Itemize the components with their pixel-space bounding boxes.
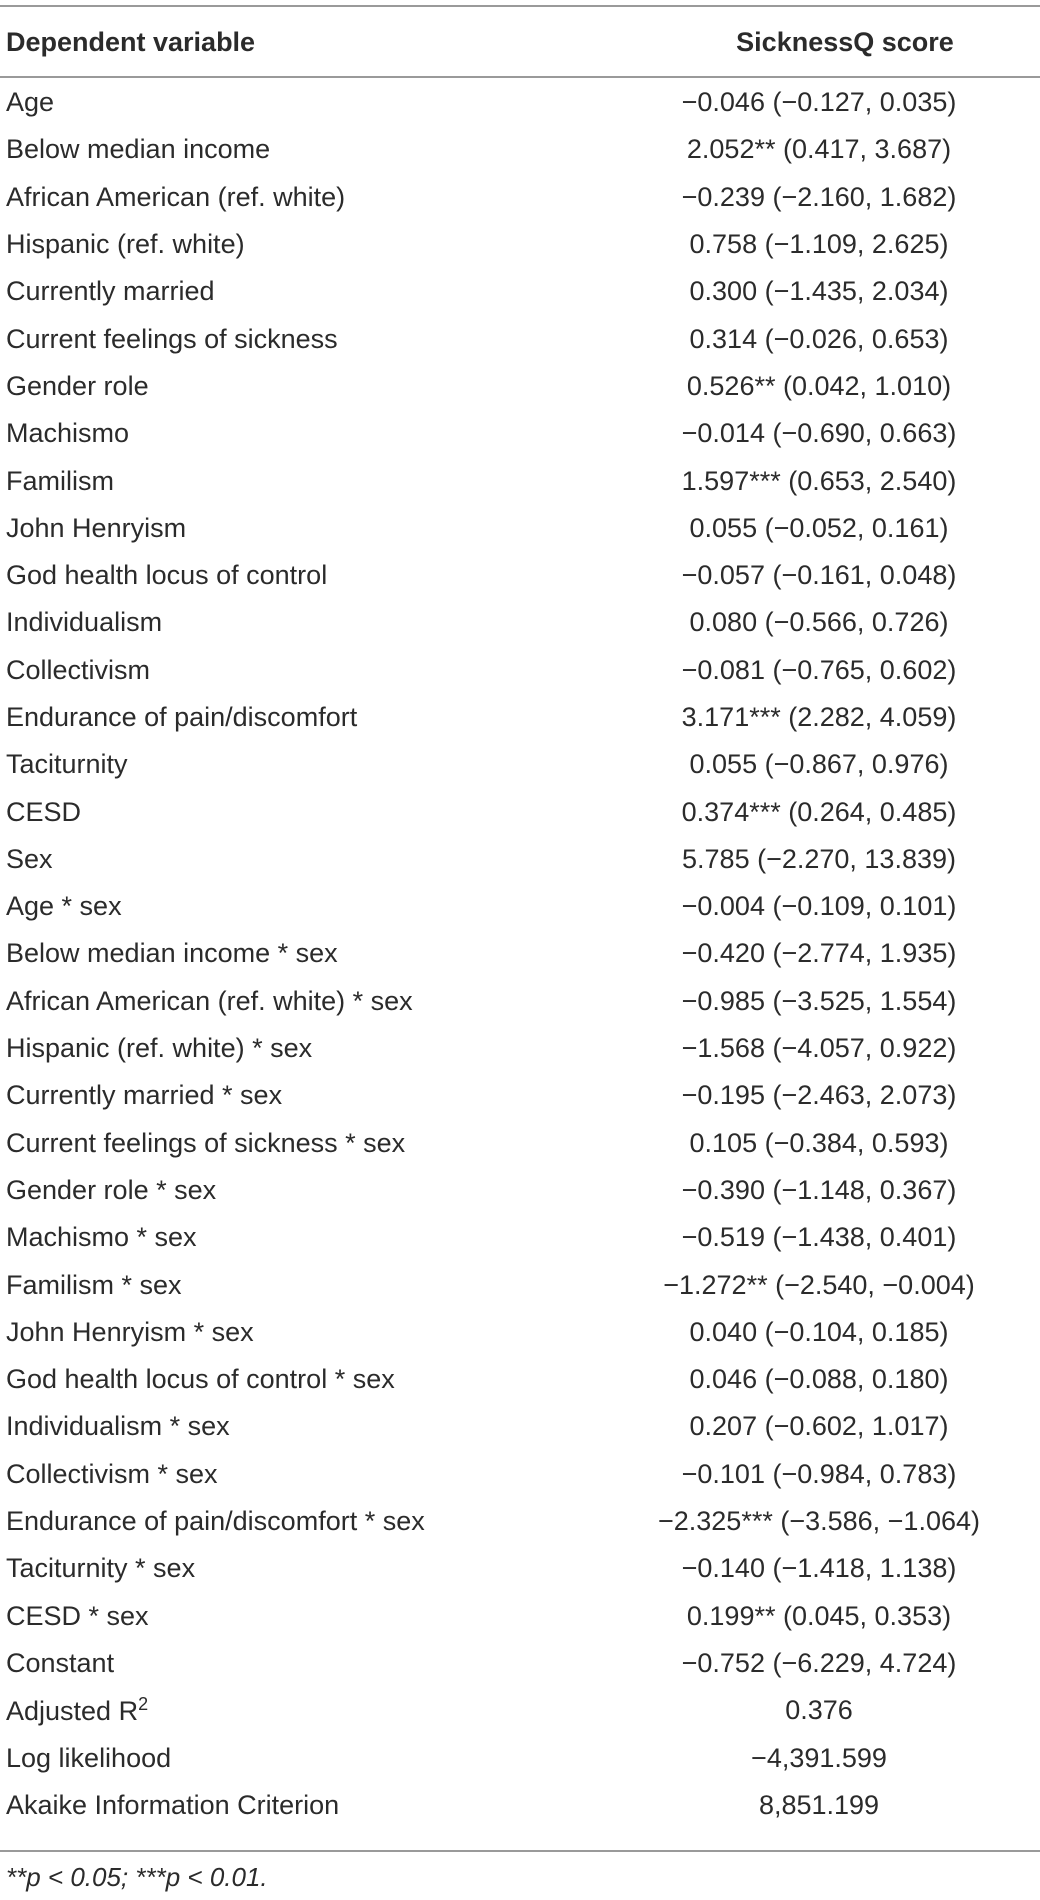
table-row <box>0 930 1040 977</box>
table-row <box>0 836 1040 883</box>
table-row <box>0 1309 1040 1356</box>
row-value: 8,851.199 <box>758 1789 880 1820</box>
row-value: −0.014 (−0.690, 0.663) <box>681 418 957 449</box>
row-value: 2.052** (0.417, 3.687) <box>686 134 952 165</box>
row-label: God health locus of control * sex <box>6 1364 395 1395</box>
row-label: Constant <box>6 1647 115 1678</box>
header-sicknessq-score: SicknessQ score <box>736 26 954 57</box>
table-row <box>0 647 1040 694</box>
table-row <box>0 1214 1040 1261</box>
row-label: Endurance of pain/discomfort <box>6 702 358 732</box>
bottom-rule <box>0 1850 1040 1852</box>
table-row <box>0 1025 1040 1072</box>
row-value: 0.080 (−0.566, 0.726) <box>689 607 949 638</box>
table-row <box>0 788 1040 835</box>
row-label: John Henryism <box>6 512 187 543</box>
table-row-adjusted-r2 <box>0 1687 1040 1734</box>
footnote: **p < 0.05; ***p < 0.01. <box>6 1862 268 1892</box>
row-value: 1.597*** (0.653, 2.540) <box>681 465 957 496</box>
table-row <box>0 174 1040 221</box>
row-value: 0.046 (−0.088, 0.180) <box>689 1364 949 1395</box>
row-label: Taciturnity <box>6 749 128 780</box>
row-label: Hispanic (ref. white) * sex <box>6 1033 313 1064</box>
table-row <box>0 126 1040 173</box>
row-value: −0.985 (−3.525, 1.554) <box>681 985 957 1016</box>
row-label: Age * sex <box>6 891 122 922</box>
row-label: Taciturnity * sex <box>6 1553 196 1584</box>
row-label: God health locus of control <box>6 560 328 591</box>
table-row <box>0 1261 1040 1308</box>
table-row <box>0 1403 1040 1450</box>
row-label: CESD <box>6 796 82 827</box>
table-body <box>0 79 1040 1829</box>
row-label: Below median income * sex <box>6 938 338 969</box>
row-value: −0.101 (−0.984, 0.783) <box>681 1458 957 1489</box>
row-value: −0.420 (−2.774, 1.935) <box>681 938 957 969</box>
row-value: 0.207 (−0.602, 1.017) <box>689 1411 949 1442</box>
row-label: Current feelings of sickness <box>6 323 338 354</box>
table-row <box>0 599 1040 646</box>
row-label: Familism <box>6 465 114 496</box>
table-row <box>0 315 1040 362</box>
row-label: Currently married * sex <box>6 1080 283 1111</box>
row-label: Machismo * sex <box>6 1222 197 1253</box>
table-row <box>0 457 1040 504</box>
row-value: 0.199** (0.045, 0.353) <box>686 1600 952 1631</box>
table-row <box>0 552 1040 599</box>
table-row <box>0 505 1040 552</box>
row-value: −1.272** (−2.540, −0.004) <box>663 1269 975 1300</box>
table-row <box>0 1356 1040 1403</box>
table-row <box>0 1545 1040 1592</box>
row-label: Machismo <box>6 418 130 449</box>
table-row-aic <box>0 1782 1040 1829</box>
row-label: Currently married <box>6 276 215 307</box>
row-value: 3.171*** (2.282, 4.059) <box>681 702 957 732</box>
row-label: Sex <box>6 843 53 874</box>
row-label: CESD * sex <box>6 1600 149 1631</box>
row-label: Collectivism <box>6 654 151 685</box>
row-label: Endurance of pain/discomfort * sex <box>6 1506 425 1537</box>
row-value: −0.057 (−0.161, 0.048) <box>681 560 957 591</box>
row-value: −0.004 (−0.109, 0.101) <box>681 891 957 922</box>
table-header <box>0 8 1040 76</box>
row-value: 0.105 (−0.384, 0.593) <box>689 1127 949 1158</box>
row-label: Individualism <box>6 607 163 638</box>
row-label: Collectivism * sex <box>6 1458 218 1489</box>
table-row <box>0 978 1040 1025</box>
table-row-log-likelihood <box>0 1734 1040 1781</box>
top-rule <box>0 5 1040 7</box>
row-label: Adjusted $R^2$ <box>6 1694 149 1727</box>
table-row <box>0 79 1040 126</box>
row-value: 0.055 (−0.867, 0.976) <box>689 749 949 780</box>
row-value: 0.526** (0.042, 1.010) <box>686 370 952 401</box>
row-value: 0.040 (−0.104, 0.185) <box>689 1316 949 1347</box>
row-label: Gender role * sex <box>6 1174 217 1205</box>
table-row <box>0 1167 1040 1214</box>
row-value: 0.055 (−0.052, 0.161) <box>689 512 949 543</box>
row-value: −0.195 (−2.463, 2.073) <box>681 1080 957 1111</box>
row-label: Akaike Information Criterion <box>6 1789 340 1820</box>
row-value: −0.239 (−2.160, 1.682) <box>681 181 957 212</box>
table-row <box>0 1451 1040 1498</box>
row-value: −2.325*** (−3.586, −1.064) <box>657 1506 980 1537</box>
row-label: Age <box>6 87 55 118</box>
row-label: Current feelings of sickness * sex <box>6 1127 406 1158</box>
row-value: −0.140 (−1.418, 1.138) <box>681 1553 957 1584</box>
row-value: 0.314 (−0.026, 0.653) <box>689 323 949 354</box>
table-row <box>0 1593 1040 1640</box>
row-label: Below median income <box>6 134 271 165</box>
table-row <box>0 268 1040 315</box>
row-label: Gender role <box>6 370 149 401</box>
row-value: −0.519 (−1.438, 0.401) <box>681 1222 957 1253</box>
table-row <box>0 883 1040 930</box>
table-row <box>0 694 1040 741</box>
row-value: 5.785 (−2.270, 13.839) <box>682 843 956 874</box>
table-row <box>0 363 1040 410</box>
table-row <box>0 1640 1040 1687</box>
row-value: −0.390 (−1.148, 0.367) <box>681 1174 957 1205</box>
table-row <box>0 221 1040 268</box>
table-row <box>0 1498 1040 1545</box>
table-row <box>0 1120 1040 1167</box>
header-rule <box>0 76 1040 78</box>
table-row <box>0 741 1040 788</box>
row-value: 0.300 (−1.435, 2.034) <box>689 276 949 307</box>
row-value: 0.758 (−1.109, 2.625) <box>689 229 949 260</box>
row-value: −0.046 (−0.127, 0.035) <box>681 87 957 118</box>
row-label: Individualism * sex <box>6 1411 230 1442</box>
header-dependent-variable: Dependent variable <box>6 26 256 57</box>
row-label: Log likelihood <box>6 1742 172 1773</box>
row-value: 0.376 <box>785 1695 853 1726</box>
row-value: −1.568 (−4.057, 0.922) <box>681 1033 957 1064</box>
row-value: −4,391.599 <box>751 1742 887 1773</box>
row-value: −0.081 (−0.765, 0.602) <box>681 654 957 685</box>
table-row <box>0 410 1040 457</box>
row-label: African American (ref. white) * sex <box>6 985 413 1016</box>
row-label: Hispanic (ref. white) <box>6 229 245 260</box>
table-row <box>0 1072 1040 1119</box>
row-label: John Henryism * sex <box>6 1316 254 1347</box>
row-value: −0.752 (−6.229, 4.724) <box>681 1647 957 1678</box>
row-label: Familism * sex <box>6 1269 182 1300</box>
row-value: 0.374*** (0.264, 0.485) <box>681 796 957 827</box>
row-label: African American (ref. white) <box>6 181 346 212</box>
